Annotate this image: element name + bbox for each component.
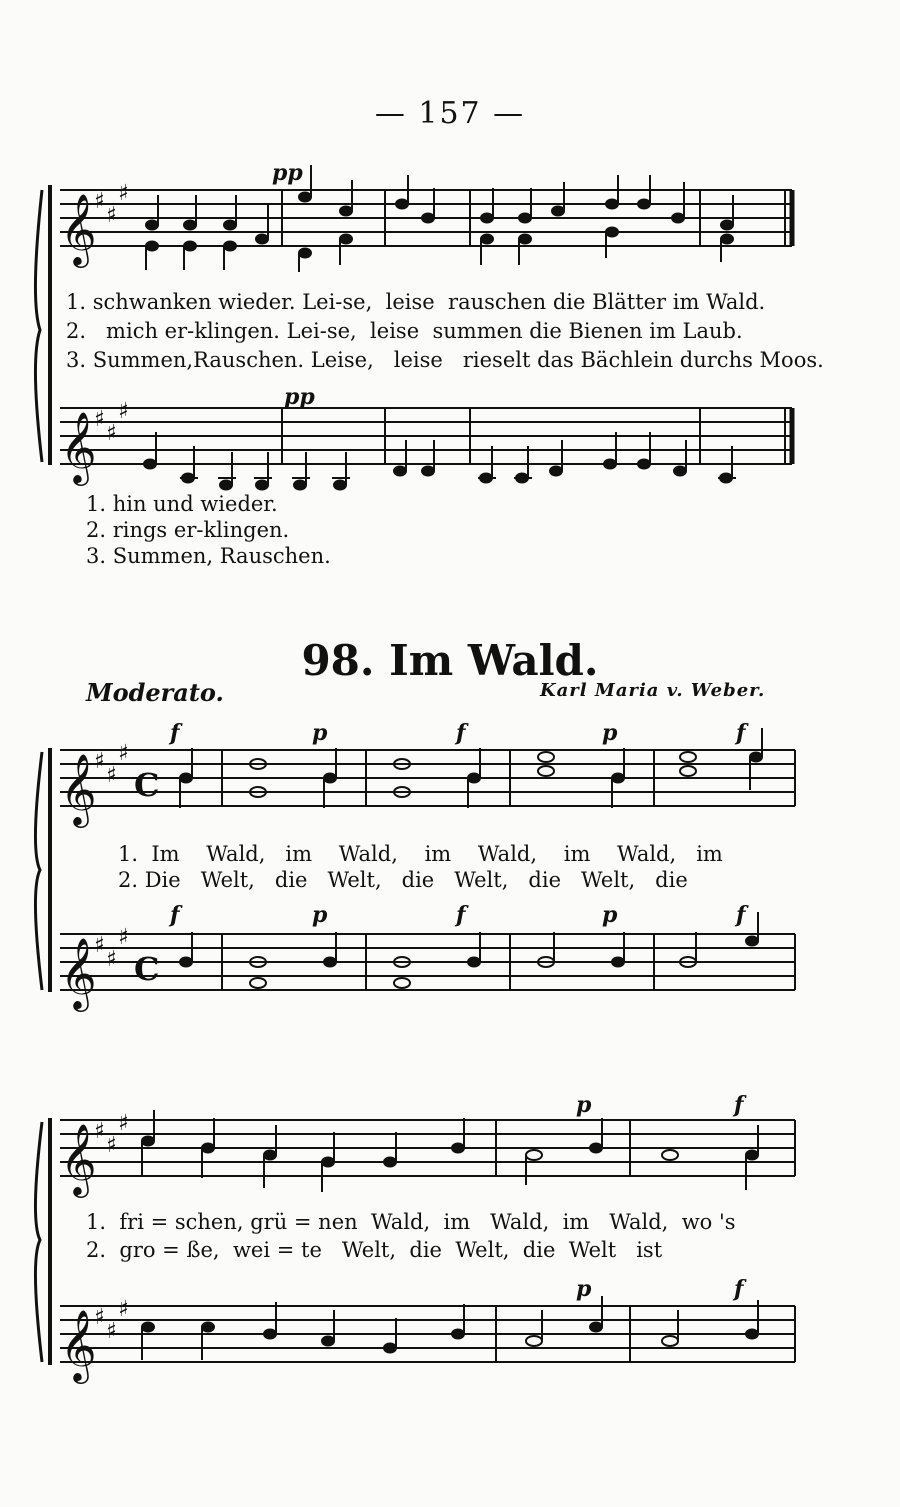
treble-clef-icon: 𝄞 [60, 1308, 97, 1381]
lyric-line: 1. fri = schen, grü = nen Wald, im Wald, im Wald, wo 's [86, 1210, 736, 1234]
dynamic-marking: p [312, 720, 328, 746]
svg-text:♯: ♯ [118, 399, 129, 424]
svg-text:C: C [134, 766, 160, 804]
dynamic-marking: f [170, 720, 180, 746]
page-number: — 157 — [374, 96, 526, 131]
svg-text:♯: ♯ [94, 1119, 105, 1144]
dynamic-marking: f [170, 902, 180, 928]
svg-text:♯: ♯ [106, 763, 117, 788]
svg-text:C: C [134, 950, 160, 988]
svg-text:♯: ♯ [118, 1111, 129, 1136]
lyric-line: 2. gro = ße, wei = te Welt, die Welt, die Welt ist [86, 1238, 663, 1262]
dynamic-marking: f [736, 720, 746, 746]
lyric-line: 2. rings er-klingen. [86, 518, 290, 542]
dynamic-marking: p [602, 902, 618, 928]
svg-text:♯: ♯ [106, 421, 117, 446]
dynamic-marking: f [734, 1276, 744, 1302]
svg-text:♯: ♯ [94, 933, 105, 958]
treble-clef-icon: 𝄞 [60, 936, 97, 1009]
treble-clef-icon: 𝄞 [60, 410, 97, 483]
svg-text:♯: ♯ [118, 181, 129, 206]
dynamic-marking: f [456, 720, 466, 746]
svg-text:♯: ♯ [106, 203, 117, 228]
lyric-line: 1. Im Wald, im Wald, im Wald, im Wald, im [118, 842, 723, 866]
composer-credit: Karl Maria v. Weber. [540, 680, 766, 701]
dynamic-marking: p [576, 1092, 592, 1118]
treble-clef-icon: 𝄞 [60, 192, 97, 265]
treble-clef-icon: 𝄞 [60, 1122, 97, 1195]
tempo-marking: Moderato. [86, 678, 224, 707]
svg-text:♯: ♯ [106, 947, 117, 972]
svg-text:♯: ♯ [118, 741, 129, 766]
dynamic-marking: f [736, 902, 746, 928]
dynamic-marking: f [456, 902, 466, 928]
dynamic-marking: pp [272, 160, 303, 186]
dynamic-marking: p [576, 1276, 592, 1302]
dynamic-marking: p [312, 902, 328, 928]
lyric-line: 1. schwanken wieder. Lei-se, leise rauschen die Blätter im Wald. [66, 290, 766, 314]
treble-clef-icon: 𝄞 [60, 752, 97, 825]
dynamic-marking: f [734, 1092, 744, 1118]
svg-text:♯: ♯ [106, 1133, 117, 1158]
svg-text:♯: ♯ [106, 1319, 117, 1344]
svg-text:♯: ♯ [94, 189, 105, 214]
lyric-line: 1. hin und wieder. [86, 492, 278, 516]
song-title: 98. Im Wald. [301, 636, 599, 685]
lyric-line: 3. Summen, Rauschen. [86, 544, 331, 568]
lyric-line: 2. Die Welt, die Welt, die Welt, die Welt, die [118, 868, 688, 892]
svg-text:♯: ♯ [118, 1297, 129, 1322]
svg-text:♯: ♯ [94, 749, 105, 774]
lyric-line: 3. Summen,Rauschen. Leise, leise rieselt das Bächlein durchs Moos. [66, 348, 824, 372]
lyric-line: 2. mich er-klingen. Lei-se, leise summen die Bienen im Laub. [66, 319, 743, 343]
svg-text:♯: ♯ [94, 407, 105, 432]
dynamic-marking: pp [284, 384, 315, 410]
svg-text:♯: ♯ [118, 925, 129, 950]
svg-text:♯: ♯ [94, 1305, 105, 1330]
dynamic-marking: p [602, 720, 618, 746]
